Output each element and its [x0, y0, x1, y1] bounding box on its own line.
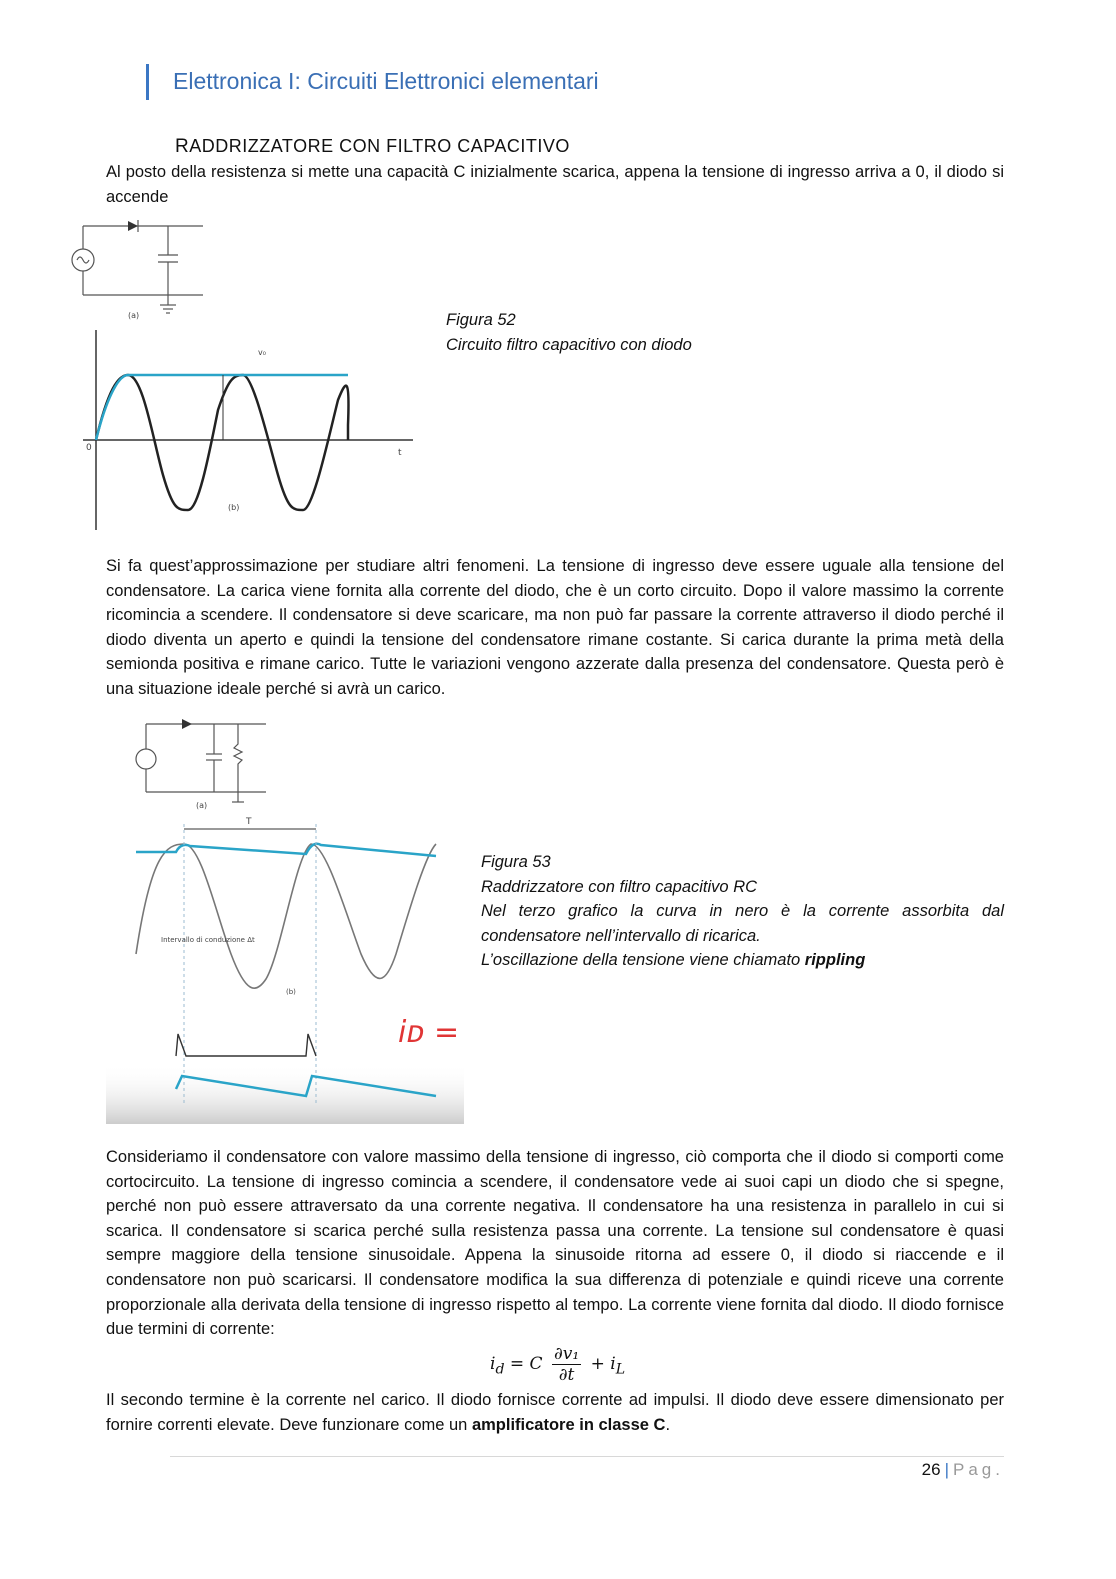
footer-pag: Pag. — [953, 1460, 1004, 1479]
formula-lhs-sub: d — [495, 1361, 505, 1378]
fig52-sub-b: (b) — [228, 503, 240, 512]
section-title — [175, 136, 570, 158]
fig53-sub-b: (b) — [286, 988, 296, 996]
figure-53 — [106, 704, 464, 1124]
figure-53-description: Nel terzo grafico la curva in nero è la corrente assorbita dal condensatore nell’intervallo di ricarica. — [481, 902, 1004, 945]
fig52-capacitor-voltage-curve — [96, 375, 348, 440]
paragraph-approx: Si fa quest’approssimazione per studiare altri fenomeni. La tensione di ingresso deve essere uguale alla tensione del condensatore. La carica viene fornita alla corrente del diodo, che è un corto circuito. Dopo il valore massimo la corrente ricomincia a scendere. Il condensatore si deve scaricare, ma non può far passare la corrente attraverso il diodo perché il diodo diventa un aperto e quindi la tensione del condensatore rimane costante. Si carica durante la prima metà della semionda positiva e rimane carico. Tutte le variazioni vengono azzerate dalla presenza del condensatore. Questa però è una situazione ideale perché si avrà un carico. — [106, 557, 1004, 698]
figure-53-label: Figura 53 — [481, 853, 551, 871]
footer-divider — [170, 1456, 1004, 1457]
fig53-shade — [106, 1064, 464, 1124]
formula-fraction — [552, 1344, 581, 1385]
fig53-current-curve — [176, 1034, 316, 1056]
paragraph-second-term — [106, 1388, 1004, 1437]
page-number: 26 — [921, 1460, 941, 1479]
fig52-sine-curve — [96, 375, 349, 510]
footer-separator: | — [944, 1460, 950, 1479]
formula-plus: + i — [590, 1354, 616, 1374]
fig53-ripple-curve — [136, 844, 436, 856]
footer — [922, 1460, 1004, 1480]
figure-52-label: Figura 52 — [446, 311, 516, 329]
formula-num: ∂v₁ — [553, 1344, 580, 1364]
p4-bold: amplificatore in classe C — [471, 1415, 666, 1434]
fig52-t-label: t — [398, 448, 402, 458]
fig53-id-label: iᴅ = — [398, 1015, 460, 1050]
header — [146, 64, 599, 100]
resistor-icon — [234, 724, 242, 792]
header-title: Elettronica I: Circuiti Elettronici elementari — [173, 68, 599, 94]
paragraph-consider: Consideriamo il condensatore con valore massimo della tensione di ingresso, ciò comporta che il diodo si comporti come cortocircuito. La tensione di ingresso comincia a scendere, il condensatore vede ai suoi capi un diodo che si spegne, perché non può essere attraversato da una corrente negativa. Il condensatore ha una resistenza in parallelo in cui si scarica. Il condensatore si scarica perché sulla resistenza passa una corrente. La tensione sul condensatore è quasi sempre maggiore della tensione sinusoidale. Appena la sinusoide ritorna ad essere 0, il diodo si riaccende e il condensatore non può scaricarsi. Il condensatore modifica la sua differenza di potenziale e quindi riceve una corrente proporzionale alla derivata della tensione di ingresso rispetto al tempo. La corrente viene fornita dal diodo. Il diodo fornisce due termini di corrente: — [106, 1148, 1004, 1339]
source-icon-53 — [136, 749, 156, 769]
fig52-origin-label: 0 — [86, 443, 92, 453]
figure-53-caption — [481, 850, 1004, 973]
figure-52-caption — [446, 308, 692, 357]
fig53-period-label: T — [246, 817, 252, 827]
fig53-interval-label: Intervallo di conduzione Δt — [161, 936, 255, 944]
diode-icon-53 — [182, 719, 192, 729]
fig52-sub-a: (a) — [128, 311, 140, 320]
paragraph-intro: Al posto della resistenza si mette una capacità C inizialmente scarica, appena la tensione di ingresso arriva a 0, il diodo si accende — [106, 163, 1004, 206]
circuit-52 — [72, 220, 203, 313]
circuit-53 — [136, 719, 266, 802]
formula-den: ∂t — [558, 1365, 575, 1385]
p4-end: . — [665, 1415, 671, 1434]
p4-text: Il secondo termine è la corrente nel carico. Il diodo fornisce corrente ad impulsi. Il diodo deve essere dimensionato per fornire correnti elevate. Deve funzionare come un — [106, 1391, 1004, 1434]
ripple-note-bold: rippling — [804, 951, 866, 970]
diode-icon — [128, 221, 138, 231]
fig53-sub-a: (a) — [196, 801, 208, 810]
fig53-sine-curve — [136, 844, 436, 988]
figure-52 — [28, 210, 428, 540]
figure-53-ripple-note — [481, 948, 1004, 973]
figure-53-caption-text: Raddrizzatore con filtro capacitivo RC — [481, 877, 758, 896]
section-title-rest: ADDRIZZATORE CON FILTRO CAPACITIVO — [189, 136, 570, 156]
formula-eq: = C — [509, 1354, 543, 1374]
formula-plus-sub: L — [615, 1361, 626, 1378]
formula-diode-current — [490, 1344, 625, 1385]
ripple-note-text: L’oscillazione della tensione viene chiamato — [481, 951, 805, 970]
fig52-vs-label: v₀ — [258, 348, 266, 357]
section-title-first: R — [175, 136, 190, 157]
formula-lhs: i — [490, 1354, 496, 1374]
figure-52-caption-text: Circuito filtro capacitivo con diodo — [446, 335, 692, 354]
